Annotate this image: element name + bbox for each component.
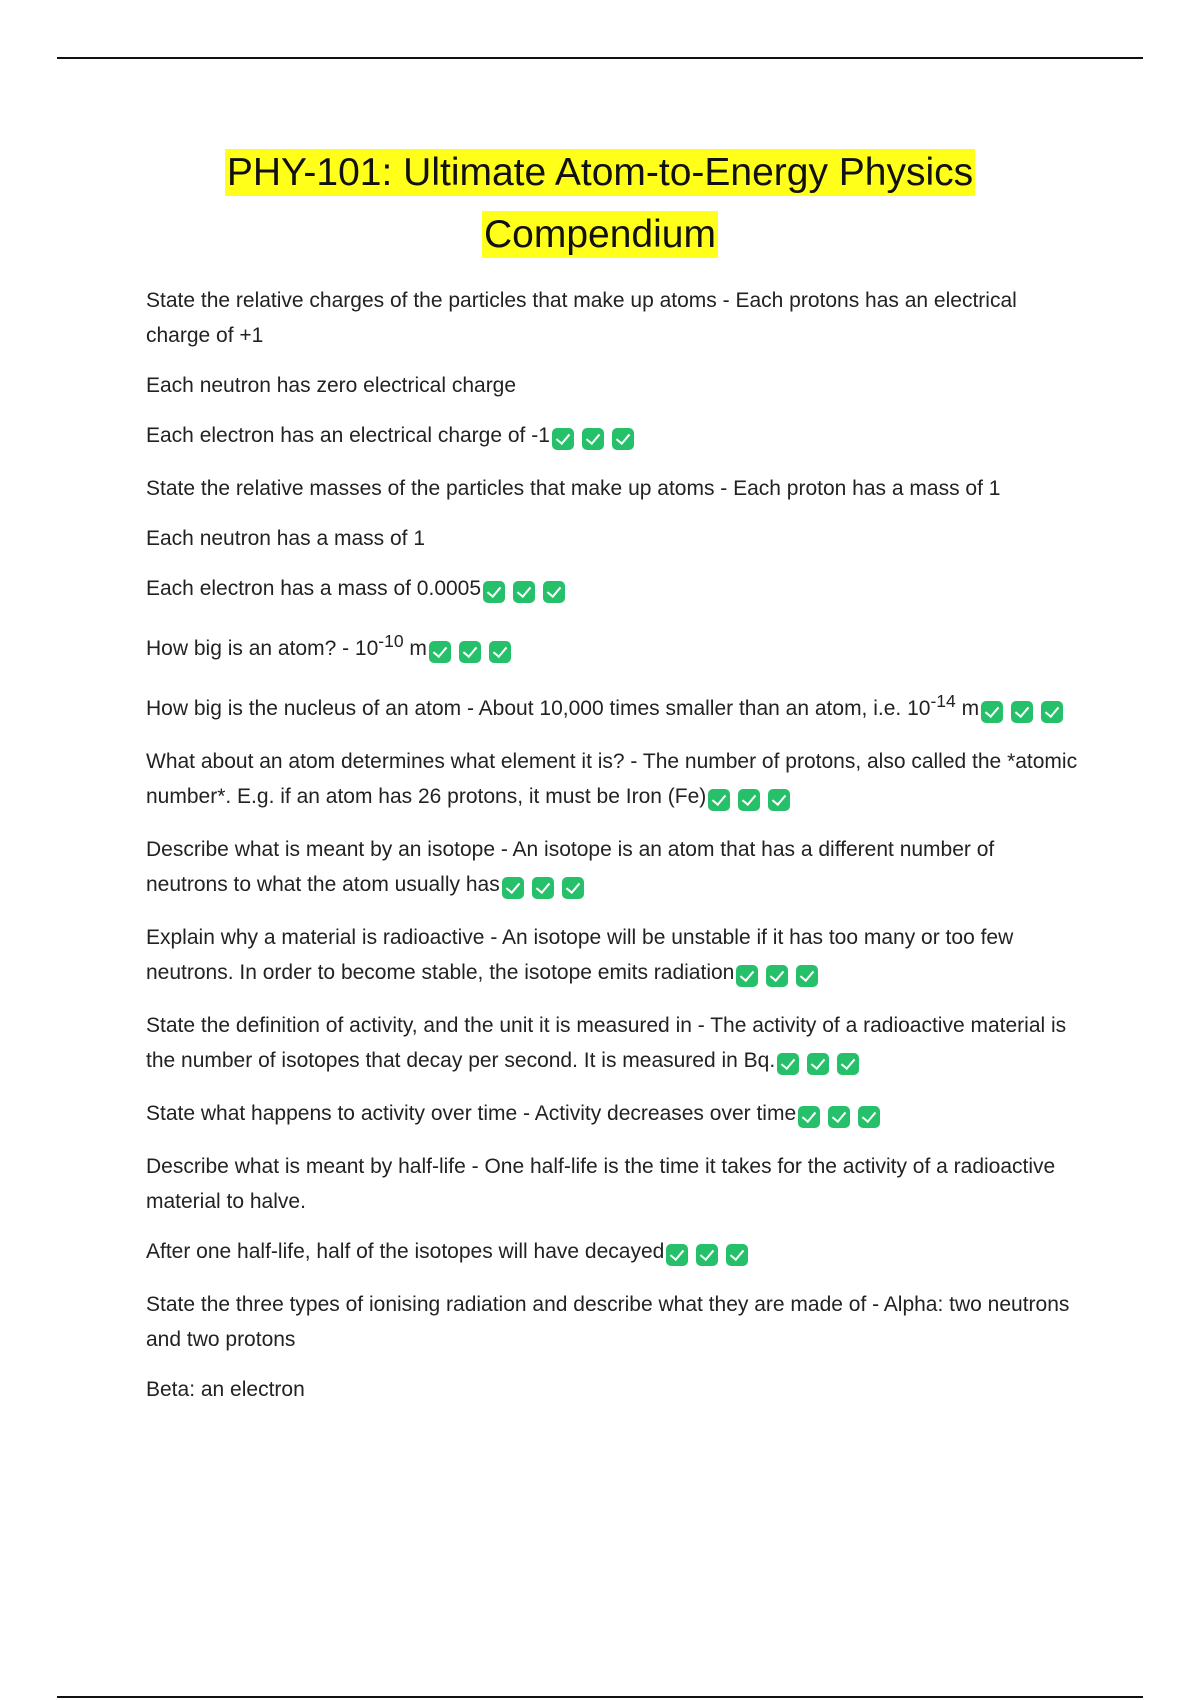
check-marks (736, 958, 826, 993)
check-mark-icon (736, 965, 758, 987)
qa-paragraph (146, 624, 1078, 669)
qa-paragraph (146, 1234, 1078, 1272)
check-mark-icon (796, 965, 818, 987)
check-mark-icon (981, 701, 1003, 723)
check-mark-icon (768, 789, 790, 811)
qa-paragraph (146, 521, 1078, 556)
check-mark-icon (552, 428, 574, 450)
check-mark-icon (726, 1244, 748, 1266)
check-mark-icon (483, 581, 505, 603)
document-title (0, 142, 1200, 266)
check-mark-icon (666, 1244, 688, 1266)
unit-text: m (403, 637, 427, 660)
check-mark-icon (858, 1106, 880, 1128)
paragraph-text: After one half-life, half of the isotopes will have decayed (146, 1240, 665, 1263)
document-body (146, 283, 1078, 1422)
check-mark-icon (708, 789, 730, 811)
paragraph-text: How big is an atom? - 10 (146, 637, 379, 660)
check-marks (666, 1237, 756, 1272)
check-mark-icon (828, 1106, 850, 1128)
check-mark-icon (562, 877, 584, 899)
paragraph-text: Each electron has a mass of 0.0005 (146, 577, 482, 600)
check-mark-icon (502, 877, 524, 899)
paragraph-text: Explain why a material is radioactive - An isotope will be unstable if it has too many or too few neutrons. In order to become stable, the isotope emits radiation (146, 926, 1014, 984)
check-mark-icon (807, 1053, 829, 1075)
check-mark-icon (798, 1106, 820, 1128)
qa-paragraph (146, 832, 1078, 905)
check-mark-icon (1011, 701, 1033, 723)
paragraph-text: Beta: an electron (146, 1378, 305, 1401)
paragraph-text: State what happens to activity over time - Activity decreases over time (146, 1102, 797, 1125)
paragraph-text: Each neutron has zero electrical charge (146, 374, 517, 397)
paragraph-text: Each electron has an electrical charge of -1 (146, 424, 550, 447)
check-mark-icon (1041, 701, 1063, 723)
qa-paragraph (146, 1287, 1078, 1357)
qa-paragraph (146, 471, 1078, 506)
check-marks (777, 1046, 867, 1081)
check-mark-icon (543, 581, 565, 603)
qa-paragraph (146, 1372, 1078, 1407)
qa-paragraph (146, 368, 1078, 403)
qa-paragraph (146, 1096, 1078, 1134)
paragraph-text: Describe what is meant by half-life - One half-life is the time it takes for the activity of a radioactive material to halve. (146, 1155, 1056, 1213)
paragraph-text: State the relative charges of the particles that make up atoms - Each protons has an electrical charge of +1 (146, 289, 1017, 347)
check-marks (708, 782, 798, 817)
qa-paragraph (146, 1149, 1078, 1219)
check-marks (552, 421, 642, 456)
check-mark-icon (489, 641, 511, 663)
check-marks (502, 870, 592, 905)
paragraph-text: State the three types of ionising radiation and describe what they are made of - Alpha: two neutrons and two protons (146, 1293, 1070, 1351)
check-marks (429, 634, 519, 669)
title-line-1: PHY-101: Ultimate Atom-to-Energy Physics (226, 151, 974, 194)
exponent: -10 (378, 631, 404, 651)
paragraph-text: What about an atom determines what element it is? - The number of protons, also called the *atomic number*. E.g. if an atom has 26 protons, it must be Iron (Fe) (146, 750, 1078, 808)
unit-text: m (955, 697, 980, 720)
paragraph-text: Each neutron has a mass of 1 (146, 527, 425, 550)
qa-paragraph (146, 283, 1078, 353)
exponent: -14 (930, 691, 956, 711)
check-mark-icon (532, 877, 554, 899)
check-mark-icon (582, 428, 604, 450)
qa-paragraph (146, 920, 1078, 993)
qa-paragraph (146, 684, 1078, 729)
check-mark-icon (612, 428, 634, 450)
check-mark-icon (766, 965, 788, 987)
qa-paragraph (146, 744, 1078, 817)
paragraph-text: Describe what is meant by an isotope - An isotope is an atom that has a different number of neutrons to what the atom usually has (146, 838, 995, 896)
check-mark-icon (696, 1244, 718, 1266)
check-mark-icon (738, 789, 760, 811)
paragraph-text: How big is the nucleus of an atom - About 10,000 times smaller than an atom, i.e. 10 (146, 697, 931, 720)
title-line-2: Compendium (484, 213, 716, 256)
check-mark-icon (777, 1053, 799, 1075)
check-mark-icon (459, 641, 481, 663)
bottom-rule (57, 1696, 1143, 1698)
qa-paragraph (146, 1008, 1078, 1081)
check-marks (483, 574, 573, 609)
qa-paragraph (146, 418, 1078, 456)
paragraph-text: State the relative masses of the particles that make up atoms - Each proton has a mass of 1 (146, 477, 1001, 500)
check-mark-icon (837, 1053, 859, 1075)
check-marks (798, 1099, 888, 1134)
paragraph-text: State the definition of activity, and the unit it is measured in - The activity of a radioactive material is the number of isotopes that decay per second. It is measured in Bq. (146, 1014, 1067, 1072)
check-marks (981, 694, 1071, 729)
check-mark-icon (429, 641, 451, 663)
top-rule (57, 57, 1143, 59)
qa-paragraph (146, 571, 1078, 609)
check-mark-icon (513, 581, 535, 603)
